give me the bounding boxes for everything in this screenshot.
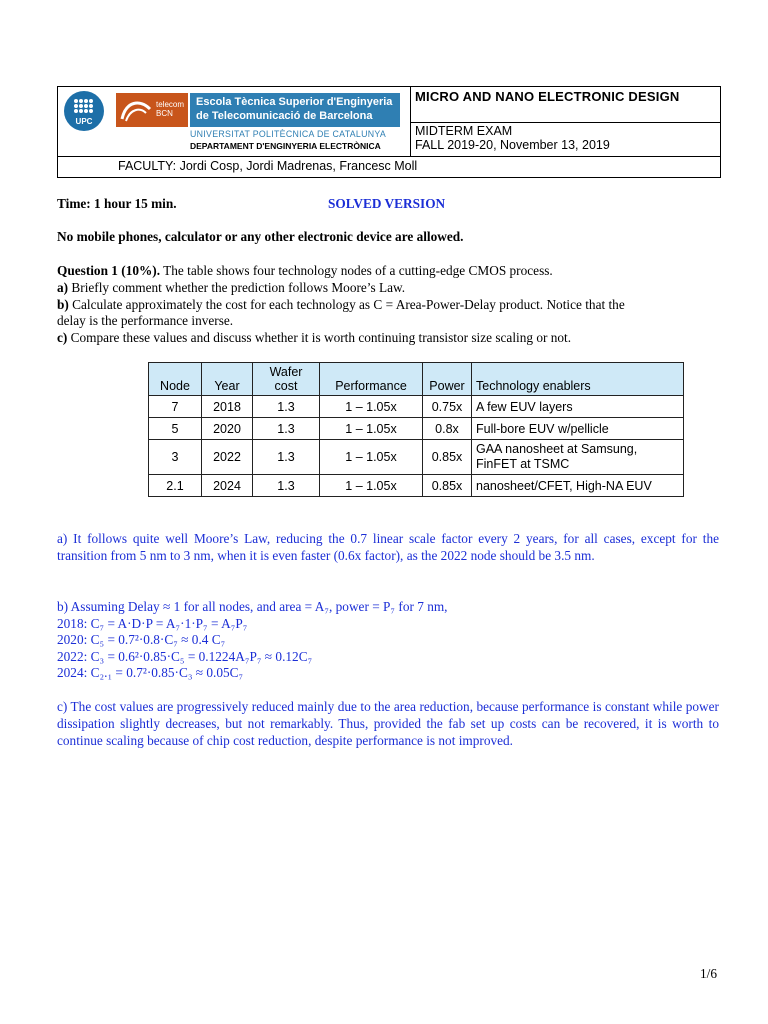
header-divider <box>410 86 411 156</box>
col-header: Node <box>149 363 202 396</box>
table-cell: nanosheet/CFET, High-NA EUV <box>472 475 684 497</box>
table-cell: 2018 <box>202 396 253 418</box>
answer-b-intro: b) Assuming Delay ≈ 1 for all nodes, and area = A₇, power = P₇ for 7 nm, <box>57 599 448 614</box>
part-c-text: Compare these values and discuss whether it is worth continuing transistor size scaling or not. <box>67 330 572 345</box>
table-cell: 5 <box>149 418 202 440</box>
table-cell: GAA nanosheet at Samsung, FinFET at TSMC <box>472 440 684 475</box>
table-row <box>149 475 684 497</box>
answer-a: a) It follows quite well Moore’s Law, reducing the 0.7 linear scale factor every 2 years, for all cases, except for the transition from 5 nm to 3 nm, when it is even faster (0.6x factor), as the 2022 node should be 3.5 nm. <box>57 531 719 563</box>
table-cell: 2020 <box>202 418 253 440</box>
school-name-line2: de Telecomunicació de Barcelona <box>196 110 373 122</box>
table-cell: 1.3 <box>253 475 320 497</box>
table-header-row <box>149 363 684 396</box>
exam-date: FALL 2019-20, November 13, 2019 <box>415 138 610 152</box>
svg-text:UPC: UPC <box>75 117 93 126</box>
col-header: Technology enablers <box>472 363 684 396</box>
telecom-logo-text: telecom BCN <box>156 100 185 118</box>
school-name-line1: Escola Tècnica Superior d'Enginyeria <box>196 96 393 108</box>
answer-b-2024: 2024: C₂.₁ = 0.7²·0.85·C₃ ≈ 0.05C₇ <box>57 665 244 680</box>
technology-table <box>148 362 684 497</box>
table-cell: 1.3 <box>253 440 320 475</box>
table-cell: 2022 <box>202 440 253 475</box>
table-row <box>149 396 684 418</box>
table-cell: Full-bore EUV w/pellicle <box>472 418 684 440</box>
part-b-text: Calculate approximately the cost for each technology as C = Area-Power-Delay product. Notice that the <box>68 297 625 312</box>
university-name: UNIVERSITAT POLITÈCNICA DE CATALUNYA <box>190 129 387 139</box>
col-header: Performance <box>320 363 423 396</box>
exam-type: MIDTERM EXAM <box>415 124 513 138</box>
header-divider <box>57 156 721 157</box>
part-a-label: a) <box>57 280 69 295</box>
question-part-a <box>57 279 405 296</box>
question-intro <box>57 262 553 279</box>
table-cell: 1 – 1.05x <box>320 440 423 475</box>
table-cell: 1.3 <box>253 418 320 440</box>
part-b-label: b) <box>57 297 69 312</box>
course-title: MICRO AND NANO ELECTRONIC DESIGN <box>415 89 680 104</box>
col-header: Power <box>423 363 472 396</box>
table-cell: 1.3 <box>253 396 320 418</box>
question-title: Question 1 (10%). <box>57 263 161 278</box>
question-part-b-cont: delay is the performance inverse. <box>57 313 234 328</box>
table-cell: 7 <box>149 396 202 418</box>
upc-logo <box>64 91 104 131</box>
table-cell: 0.85x <box>423 440 472 475</box>
header-divider <box>410 122 721 123</box>
solved-label: SOLVED VERSION <box>328 196 446 211</box>
answer-c: c) The cost values are progressively reduced mainly due to the area reduction, because performance is constant while power dissipation slightly decreases, but not remarkably. Thus, provided the fab set up costs can be recovered, it is worth to continue scaling because of chip cost reduction, despite performance is not improved. <box>57 699 719 748</box>
exam-rule: No mobile phones, calculator or any other electronic device are allowed. <box>57 229 464 244</box>
table-cell: 2024 <box>202 475 253 497</box>
table-cell: 2.1 <box>149 475 202 497</box>
table-cell: 1 – 1.05x <box>320 396 423 418</box>
table-cell: 1 – 1.05x <box>320 475 423 497</box>
table-row <box>149 418 684 440</box>
table-cell: 0.85x <box>423 475 472 497</box>
time-line: Time: 1 hour 15 min. <box>57 196 177 211</box>
answer-b-2022: 2022: C₃ = 0.6²·0.85·C₅ = 0.1224A₇P₇ ≈ 0.12C₇ <box>57 649 313 664</box>
page-number: 1/6 <box>700 966 717 981</box>
part-c-label: c) <box>57 330 68 345</box>
col-header: Year <box>202 363 253 396</box>
answer-b-2020: 2020: C₅ = 0.7²·0.8·C₇ ≈ 0.4 C₇ <box>57 632 226 647</box>
question-part-c <box>57 329 571 346</box>
table-cell: 3 <box>149 440 202 475</box>
answer-b-2018: 2018: C₇ = A·D·P = A₇·1·P₇ = A₇P₇ <box>57 616 248 631</box>
question-text: The table shows four technology nodes of a cutting-edge CMOS process. <box>160 263 553 278</box>
question-part-b <box>57 296 625 313</box>
table-row <box>149 440 684 475</box>
table-cell: A few EUV layers <box>472 396 684 418</box>
faculty-line: FACULTY: Jordi Cosp, Jordi Madrenas, Francesc Moll <box>118 159 418 173</box>
col-header: Wafer cost <box>253 363 320 396</box>
table-cell: 0.8x <box>423 418 472 440</box>
table-cell: 1 – 1.05x <box>320 418 423 440</box>
part-a-text: Briefly comment whether the prediction follows Moore’s Law. <box>68 280 406 295</box>
table-cell: 0.75x <box>423 396 472 418</box>
department-name: DEPARTAMENT D'ENGINYERIA ELECTRÒNICA <box>190 141 381 151</box>
